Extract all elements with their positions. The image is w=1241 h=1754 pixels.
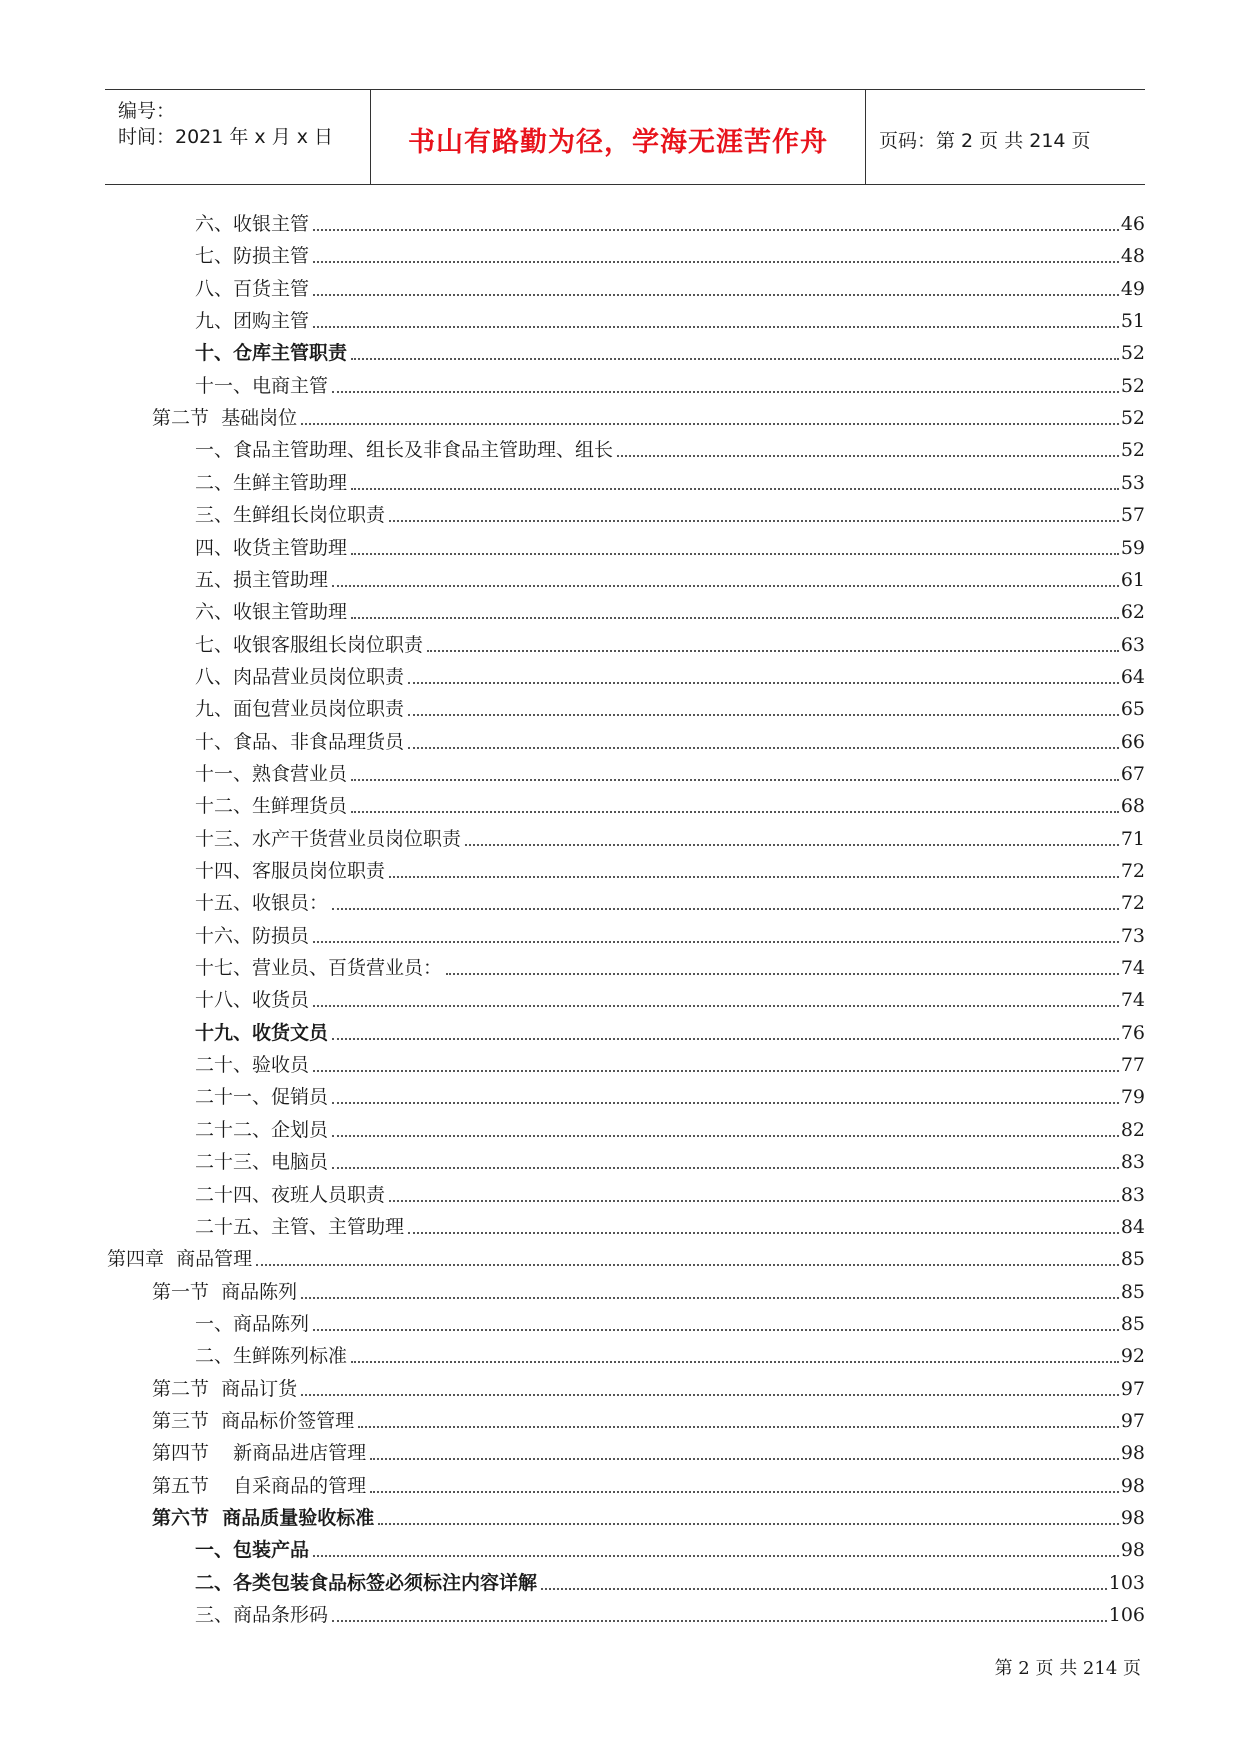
- toc-entry[interactable]: [195, 1309, 1145, 1339]
- toc-entry-title: 七、防损主管: [195, 245, 310, 268]
- toc-entry-title: 第五节 自采商品的管理: [152, 1474, 367, 1497]
- toc-entry-title: 十一、电商主管: [195, 374, 329, 397]
- toc-entry-title: 十七、营业员、百货营业员：: [195, 957, 443, 980]
- toc-entry[interactable]: [195, 1212, 1145, 1242]
- toc-entry-title: 八、百货主管: [195, 277, 310, 300]
- toc-entry-page: 85: [1120, 1248, 1145, 1271]
- toc-entry-page: 83: [1120, 1183, 1145, 1206]
- toc-entry-page: 98: [1120, 1474, 1145, 1497]
- toc-entry-page: 63: [1120, 633, 1145, 656]
- toc-entry[interactable]: [195, 824, 1145, 854]
- toc-entry-page: 83: [1120, 1151, 1145, 1174]
- toc-dot-leader: [446, 973, 1119, 975]
- toc-entry-page: 85: [1120, 1312, 1145, 1335]
- toc-entry-page: 77: [1120, 1054, 1145, 1077]
- toc-dot-leader: [351, 358, 1119, 360]
- toc-dot-leader: [351, 617, 1119, 619]
- toc-entry-title: 十九、收货文员: [195, 1021, 329, 1044]
- toc-entry-title: 第二节 商品订货: [152, 1377, 298, 1400]
- toc-entry-title: 第一节 商品陈列: [152, 1280, 298, 1303]
- toc-entry[interactable]: [195, 338, 1145, 368]
- toc-entry-title: 十四、客服员岗位职责: [195, 860, 386, 882]
- toc-dot-leader: [408, 747, 1119, 749]
- toc-dot-leader: [313, 1555, 1119, 1557]
- toc-entry[interactable]: [195, 1082, 1145, 1112]
- toc-entry[interactable]: [152, 403, 1145, 433]
- toc-entry[interactable]: [195, 274, 1145, 304]
- toc-entry-page: 66: [1120, 730, 1145, 753]
- toc-dot-leader: [541, 1588, 1107, 1590]
- toc-entry-title: 十一、熟食营业员: [195, 762, 348, 785]
- toc-dot-leader: [351, 811, 1119, 813]
- toc-entry-title: 二十一、促销员: [195, 1086, 329, 1109]
- toc-entry-page: 52: [1120, 407, 1145, 430]
- toc-entry-title: 十五、收银员：: [195, 892, 329, 915]
- toc-entry-page: 64: [1120, 665, 1145, 688]
- toc-dot-leader: [332, 1102, 1119, 1104]
- toc-entry-page: 92: [1120, 1345, 1145, 1368]
- toc-entry-page: 76: [1120, 1021, 1145, 1044]
- toc-entry[interactable]: [195, 1018, 1145, 1048]
- toc-dot-leader: [427, 650, 1119, 652]
- toc-entry-page: 106: [1108, 1604, 1145, 1627]
- toc-entry-page: 68: [1120, 795, 1145, 818]
- toc-entry[interactable]: [195, 694, 1145, 724]
- toc-entry[interactable]: [195, 1147, 1145, 1177]
- toc-dot-leader: [301, 423, 1119, 425]
- toc-entry-page: 85: [1120, 1280, 1145, 1303]
- toc-entry[interactable]: [195, 662, 1145, 692]
- toc-dot-leader: [313, 326, 1119, 328]
- toc-entry[interactable]: [195, 306, 1145, 336]
- header-motto: 书山有路勤为径，学海无涯苦作舟: [408, 127, 828, 158]
- toc-entry-title: 第六节 商品质量验收标准: [152, 1507, 375, 1529]
- toc-dot-leader: [332, 585, 1119, 587]
- toc-entry[interactable]: [195, 597, 1145, 627]
- toc-entry-title: 一、食品主管助理、组长及非食品主管助理、组长: [195, 439, 614, 462]
- toc-dot-leader: [301, 1297, 1119, 1299]
- toc-entry-page: 67: [1120, 762, 1145, 785]
- toc-entry-title: 五、损主管助理: [195, 568, 329, 591]
- toc-entry-title: 十二、生鲜理货员: [195, 795, 348, 818]
- toc-entry-title: 二十二、企划员: [195, 1118, 329, 1141]
- toc-dot-leader: [389, 520, 1119, 522]
- toc-entry-page: 103: [1108, 1571, 1145, 1594]
- toc-dot-leader: [313, 1005, 1119, 1007]
- toc-entry[interactable]: [195, 888, 1145, 918]
- toc-entry-title: 第二节 基础岗位: [152, 407, 298, 430]
- toc-entry-page: 52: [1120, 342, 1145, 365]
- toc-entry-page: 52: [1120, 439, 1145, 462]
- toc-entry-page: 82: [1120, 1118, 1145, 1141]
- toc-entry[interactable]: [195, 1535, 1145, 1565]
- toc-entry-page: 79: [1120, 1086, 1145, 1109]
- toc-entry[interactable]: [195, 727, 1145, 757]
- page-footer: 第 2 页 共 214 页: [994, 1658, 1141, 1679]
- toc-entry[interactable]: [152, 1277, 1145, 1307]
- toc-entry-page: 53: [1120, 471, 1145, 494]
- toc-entry[interactable]: [195, 985, 1145, 1015]
- toc-entry-page: 61: [1120, 568, 1145, 591]
- toc-entry-title: 第四章 商品管理: [107, 1248, 253, 1271]
- toc-dot-leader: [313, 1070, 1119, 1072]
- document-time-label: 时间：2021 年 x 月 x 日: [118, 126, 334, 148]
- toc-entry-page: 71: [1120, 827, 1145, 850]
- toc-entry[interactable]: [195, 630, 1145, 660]
- toc-entry-page: 74: [1120, 957, 1145, 980]
- toc-entry[interactable]: [195, 468, 1145, 498]
- toc-entry[interactable]: [195, 791, 1145, 821]
- toc-entry[interactable]: [195, 209, 1145, 239]
- toc-entry[interactable]: [152, 1438, 1145, 1468]
- toc-entry-title: 第三节 商品标价签管理: [152, 1409, 355, 1432]
- toc-dot-leader: [358, 1426, 1119, 1428]
- toc-entry-title: 四、收货主管助理: [195, 536, 348, 559]
- toc-entry-title: 七、收银客服组长岗位职责: [195, 633, 424, 656]
- toc-entry[interactable]: [152, 1406, 1145, 1436]
- toc-entry[interactable]: [195, 953, 1145, 983]
- toc-entry-title: 二十五、主管、主管助理: [195, 1215, 405, 1238]
- toc-dot-leader: [301, 1394, 1119, 1396]
- toc-entry[interactable]: [195, 921, 1145, 951]
- toc-entry[interactable]: [195, 856, 1145, 886]
- toc-entry[interactable]: [195, 533, 1145, 563]
- toc-entry-page: 84: [1120, 1215, 1145, 1238]
- toc-entry-page: 98: [1120, 1507, 1145, 1529]
- toc-entry-title: 第四节 新商品进店管理: [152, 1442, 367, 1465]
- toc-entry-page: 46: [1120, 213, 1145, 235]
- toc-entry-title: 一、商品陈列: [195, 1312, 310, 1335]
- toc-dot-leader: [332, 908, 1119, 910]
- toc-dot-leader: [389, 1200, 1119, 1202]
- toc-entry-page: 97: [1120, 1377, 1145, 1400]
- toc-entry[interactable]: [195, 1600, 1145, 1630]
- toc-dot-leader: [408, 714, 1119, 716]
- toc-dot-leader: [332, 1038, 1119, 1040]
- toc-dot-leader: [351, 553, 1119, 555]
- toc-dot-leader: [256, 1264, 1119, 1266]
- toc-entry[interactable]: [152, 1471, 1145, 1501]
- toc-dot-leader: [313, 294, 1119, 296]
- toc-entry-title: 二、生鲜陈列标准: [195, 1345, 348, 1368]
- document-number-label: 编号：: [118, 100, 176, 122]
- toc-dot-leader: [617, 455, 1119, 457]
- toc-entry[interactable]: [107, 1244, 1145, 1274]
- header-page-label: 页码：第 2 页 共 214 页: [879, 130, 1091, 152]
- toc-entry-title: 二十四、夜班人员职责: [195, 1183, 386, 1206]
- toc-entry-page: 59: [1120, 536, 1145, 559]
- toc-dot-leader: [332, 1167, 1119, 1169]
- header-meta-cell: [105, 90, 371, 184]
- toc-entry-title: 六、收银主管助理: [195, 601, 348, 624]
- toc-entry[interactable]: [195, 500, 1145, 530]
- toc-entry[interactable]: [195, 371, 1145, 401]
- toc-dot-leader: [313, 1329, 1119, 1331]
- toc-entry[interactable]: [195, 1341, 1145, 1371]
- toc-entry-title: 二十、验收员: [195, 1054, 310, 1077]
- toc-dot-leader: [313, 941, 1119, 943]
- toc-entry-page: 97: [1120, 1409, 1145, 1432]
- toc-entry-title: 九、面包营业员岗位职责: [195, 698, 405, 721]
- toc-entry-title: 十三、水产干货营业员岗位职责: [195, 827, 462, 850]
- toc-dot-leader: [408, 682, 1119, 684]
- toc-dot-leader: [332, 1620, 1107, 1622]
- toc-entry-page: 51: [1120, 310, 1145, 333]
- toc-entry-title: 十、食品、非食品理货员: [195, 730, 405, 753]
- toc-entry-page: 52: [1120, 374, 1145, 397]
- toc-dot-leader: [389, 876, 1119, 878]
- toc-entry-title: 二十三、电脑员: [195, 1151, 329, 1174]
- toc-entry[interactable]: [195, 241, 1145, 271]
- toc-entry[interactable]: [152, 1503, 1145, 1533]
- toc-dot-leader: [332, 391, 1119, 393]
- toc-entry-page: 73: [1120, 924, 1145, 947]
- toc-entry-page: 57: [1120, 504, 1145, 527]
- toc-dot-leader: [370, 1458, 1119, 1460]
- toc-entry-page: 72: [1120, 860, 1145, 882]
- toc-dot-leader: [313, 229, 1119, 231]
- toc-entry-title: 六、收银主管: [195, 213, 310, 235]
- toc-entry-page: 98: [1120, 1442, 1145, 1465]
- header-page-cell: [866, 90, 1145, 184]
- toc-entry-title: 九、团购主管: [195, 310, 310, 333]
- toc-dot-leader: [351, 1361, 1119, 1363]
- toc-entry[interactable]: [195, 565, 1145, 595]
- toc-entry-title: 八、肉品营业员岗位职责: [195, 665, 405, 688]
- toc-entry-page: 65: [1120, 698, 1145, 721]
- toc-dot-leader: [332, 1135, 1119, 1137]
- toc-dot-leader: [313, 261, 1119, 263]
- toc-entry[interactable]: [195, 1180, 1145, 1210]
- toc-entry-page: 49: [1120, 277, 1145, 300]
- toc-entry-title: 二、生鲜主管助理: [195, 471, 348, 494]
- toc-dot-leader: [465, 844, 1119, 846]
- toc-entry-page: 72: [1120, 892, 1145, 915]
- toc-dot-leader: [370, 1491, 1119, 1493]
- toc-dot-leader: [378, 1523, 1119, 1525]
- toc-entry[interactable]: [195, 435, 1145, 465]
- toc-dot-leader: [408, 1232, 1119, 1234]
- toc-entry-page: 62: [1120, 601, 1145, 624]
- toc-entry-page: 48: [1120, 245, 1145, 268]
- toc-entry-page: 74: [1120, 989, 1145, 1012]
- toc-entry-title: 一、包装产品: [195, 1539, 310, 1562]
- toc-entry-page: 98: [1120, 1539, 1145, 1562]
- toc-entry[interactable]: [195, 1050, 1145, 1080]
- toc-entry[interactable]: [152, 1374, 1145, 1404]
- toc-entry-title: 十六、防损员: [195, 924, 310, 947]
- toc-entry-title: 二、各类包装食品标签必须标注内容详解: [195, 1571, 538, 1594]
- toc-entry-title: 十、仓库主管职责: [195, 342, 348, 365]
- toc-entry[interactable]: [195, 1568, 1145, 1598]
- toc-entry-title: 三、商品条形码: [195, 1604, 329, 1627]
- toc-dot-leader: [351, 779, 1119, 781]
- header-motto-cell: [371, 90, 866, 184]
- toc-dot-leader: [351, 488, 1119, 490]
- toc-entry[interactable]: [195, 759, 1145, 789]
- toc-entry-title: 十八、收货员: [195, 989, 310, 1012]
- toc-entry[interactable]: [195, 1115, 1145, 1145]
- document-header: [105, 89, 1145, 185]
- toc-entry-title: 三、生鲜组长岗位职责: [195, 504, 386, 527]
